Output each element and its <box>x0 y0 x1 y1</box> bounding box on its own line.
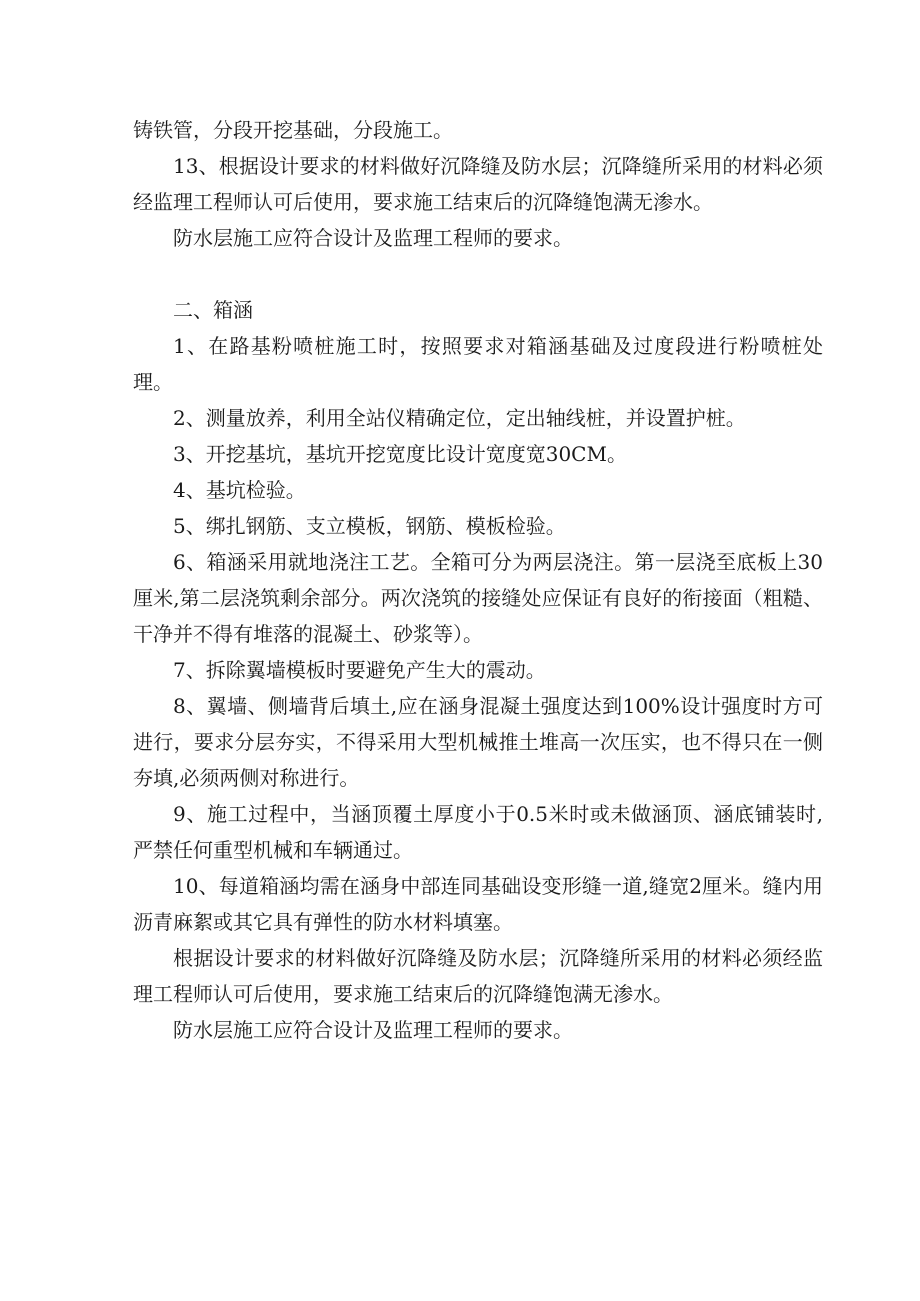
paragraph-item-13: 13、根据设计要求的材料做好沉降缝及防水层；沉降缝所采用的材料必须经监理工程师认可后使用，要求施工结束后的沉降缝饱满无渗水。 <box>133 154 823 214</box>
paragraph-waterproof-final: 防水层施工应符合设计及监理工程师的要求。 <box>173 1018 573 1042</box>
paragraph-waterproof-note: 防水层施工应符合设计及监理工程师的要求。 <box>173 226 573 250</box>
paragraph-item-9: 9、施工过程中，当涵顶覆土厚度小于0.5米时或未做涵顶、涵底铺装时,严禁任何重型机械和车辆通过。 <box>133 802 823 862</box>
paragraph-settlement-joint: 根据设计要求的材料做好沉降缝及防水层；沉降缝所采用的材料必须经监理工程师认可后使用，要求施工结束后的沉降缝饱满无渗水。 <box>133 946 823 1006</box>
paragraph-item-8: 8、翼墙、侧墙背后填土,应在涵身混凝土强度达到100%设计强度时方可进行，要求分层夯实，不得采用大型机械推土堆高一次压实，也不得只在一侧夯填,必须两侧对称进行。 <box>133 694 823 790</box>
paragraph-item-5: 5、绑扎钢筋、支立模板，钢筋、模板检验。 <box>173 514 566 538</box>
paragraph-item-10: 10、每道箱涵均需在涵身中部连同基础设变形缝一道,缝宽2厘米。缝内用沥青麻絮或其它具有弹性的防水材料填塞。 <box>133 874 823 934</box>
paragraph-item-1: 1、在路基粉喷桩施工时，按照要求对箱涵基础及过度段进行粉喷桩处理。 <box>133 334 823 394</box>
section-heading: 二、箱涵 <box>173 298 253 322</box>
paragraph-item-7: 7、拆除翼墙模板时要避免产生大的震动。 <box>173 658 546 682</box>
paragraph-item-3: 3、开挖基坑，基坑开挖宽度比设计宽度宽30CM。 <box>173 442 627 466</box>
paragraph-item-6: 6、箱涵采用就地浇注工艺。全箱可分为两层浇注。第一层浇至底板上30厘米,第二层浇筑剩余部分。两次浇筑的接缝处应保证有良好的衔接面（粗糙、干净并不得有堆落的混凝土、砂浆等）。 <box>133 550 823 646</box>
document-body <box>133 112 823 1048</box>
paragraph-item-2: 2、测量放养，利用全站仪精确定位，定出轴线桩，并设置护桩。 <box>173 406 746 430</box>
section-spacer <box>133 256 823 292</box>
paragraph-continuation: 铸铁管，分段开挖基础，分段施工。 <box>133 118 453 142</box>
paragraph-item-4: 4、基坑检验。 <box>173 478 306 502</box>
